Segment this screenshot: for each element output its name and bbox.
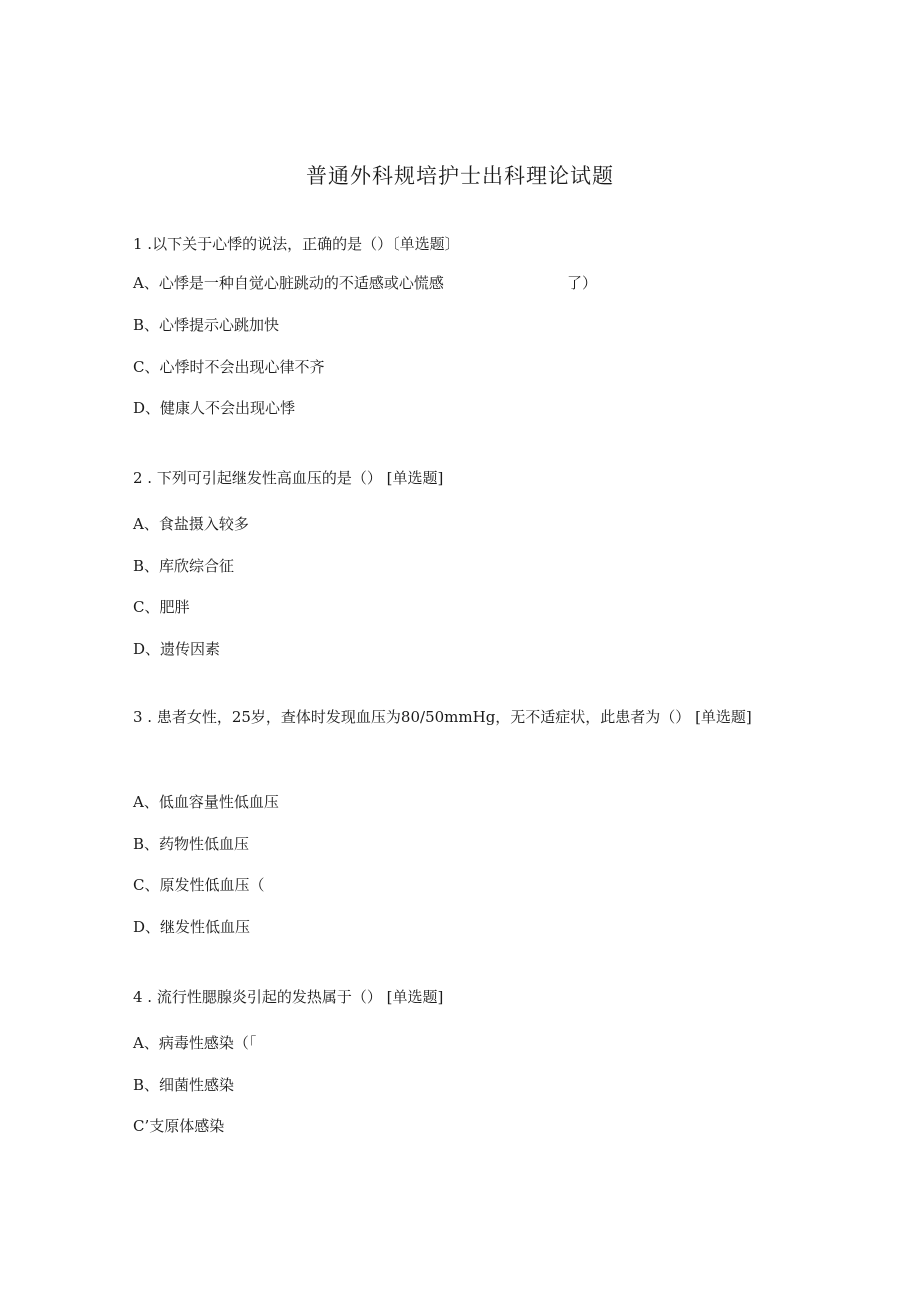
question-3-option-a: A、低血容量性低血压 xyxy=(133,793,279,811)
question-4-option-a: A、病毒性感染（「 xyxy=(133,1034,257,1052)
question-1-option-c: C、心悸时不会出现心律不齐 xyxy=(133,358,325,376)
question-1-option-a: A、心悸是一种自觉心脏跳动的不适感或心慌感 xyxy=(133,274,444,292)
question-4-option-b: B、细菌性感染 xyxy=(133,1076,235,1094)
question-2-option-c: C、肥胖 xyxy=(133,598,190,616)
question-1-option-b: B、心悸提示心跳加快 xyxy=(133,316,280,334)
question-2-option-b: B、库欣综合征 xyxy=(133,557,235,575)
question-1-option-d: D、健康人不会出现心悸 xyxy=(133,399,296,417)
question-4-stem: 4 . 流行性腮腺炎引起的发热属于（） [单选题] xyxy=(133,988,444,1006)
question-3-option-b: B、药物性低血压 xyxy=(133,835,250,853)
question-3-stem: 3 . 患者女性，25岁，查体时发现血压为80/50mmHg，无不适症状，此患者为（） [单选题] xyxy=(133,708,752,726)
page-title: 普通外科规培护士出科理论试题 xyxy=(306,164,614,188)
question-3-option-c: C、原发性低血压（ xyxy=(133,876,265,894)
question-1-stem: 1 .以下关于心悸的说法，正确的是（）〔单选题〕 xyxy=(133,235,460,253)
question-3-option-d: D、继发性低血压 xyxy=(133,918,251,936)
question-4-option-c: C’支原体感染 xyxy=(133,1117,225,1135)
question-2-stem: 2 . 下列可引起继发性高血压的是（） [单选题] xyxy=(133,469,444,487)
question-2-option-a: A、食盐摄入较多 xyxy=(133,515,249,533)
question-2-option-d: D、遗传因素 xyxy=(133,640,221,658)
question-1-stray-fragment: 了） xyxy=(567,274,598,292)
